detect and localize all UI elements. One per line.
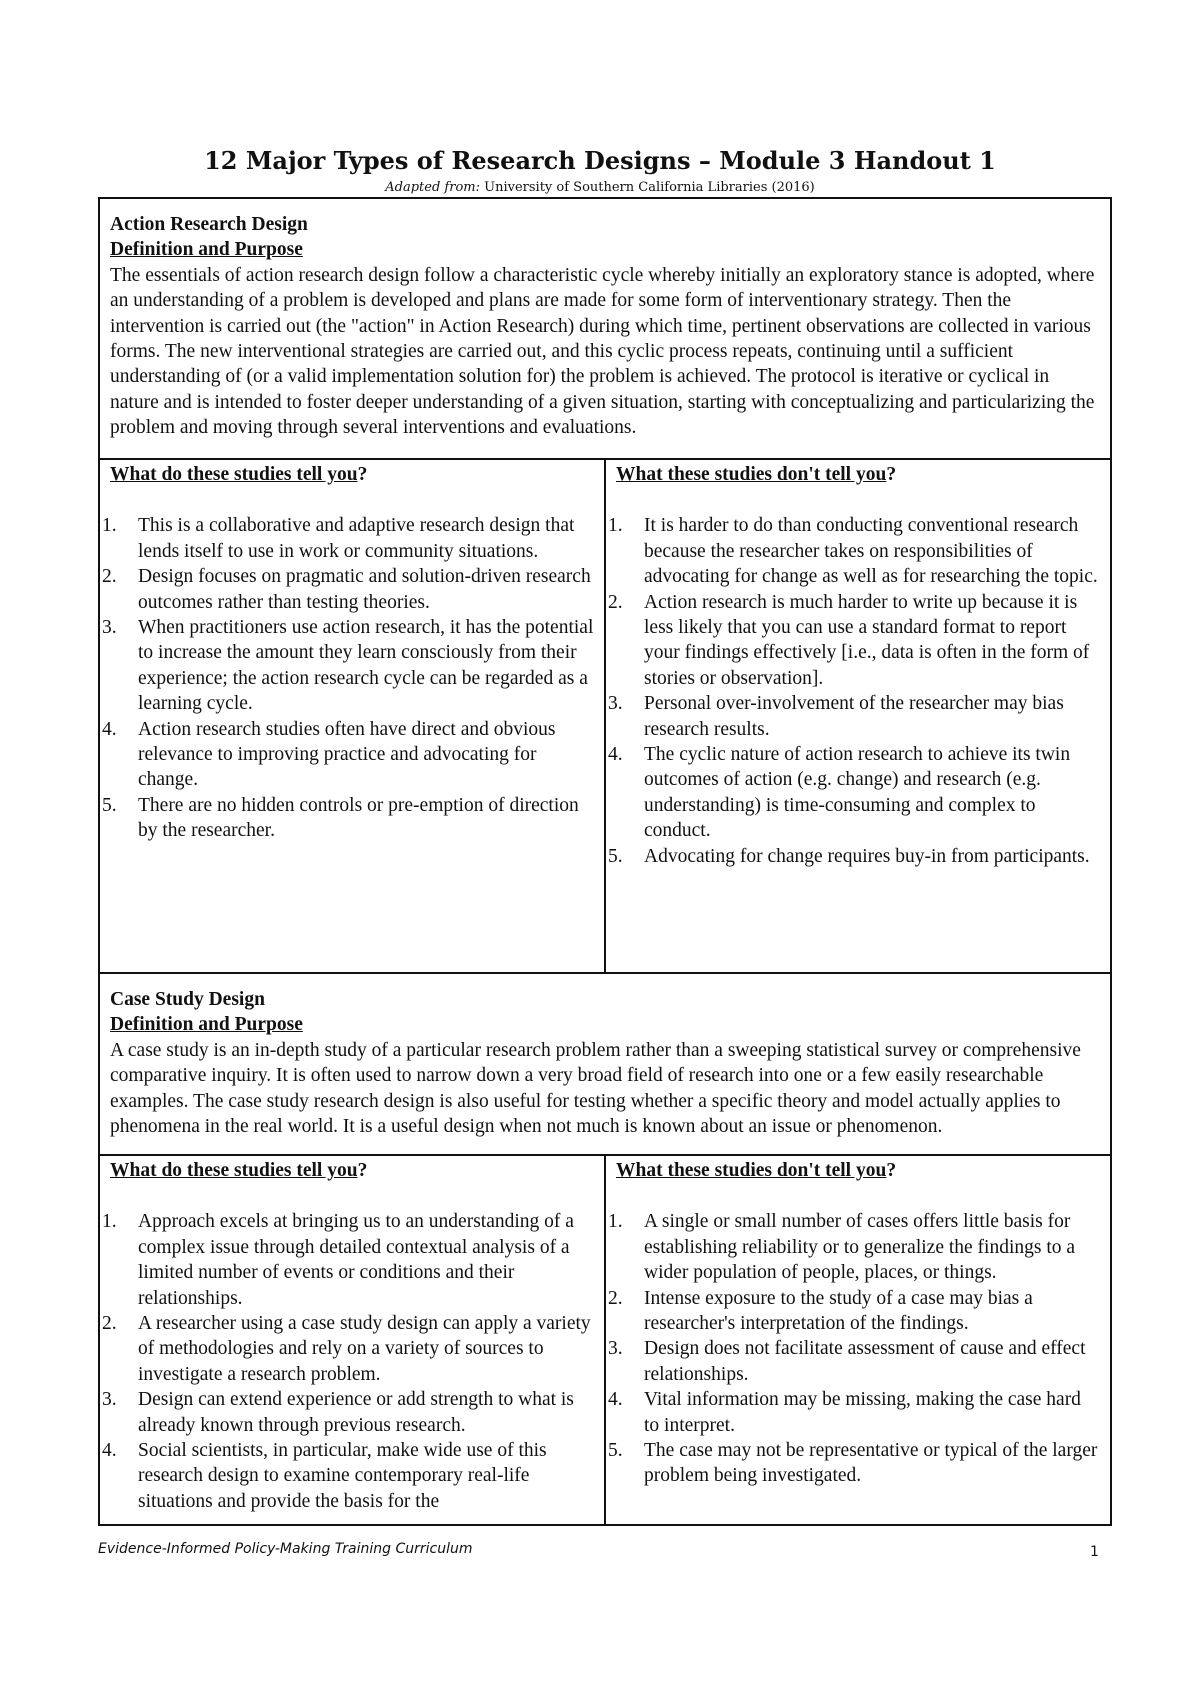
list-item: 2. Intense exposure to the study of a case may bias a researcher's interpretation of the findings. <box>608 1287 1033 1335</box>
limitations-cell <box>605 1155 1111 1525</box>
list-item: 3. When practitioners use action research, it has the potential to increase the amount they learn consciously from their experience; the action research cycle can be regarded as a learning cycle. <box>102 617 594 715</box>
section-title: Action Research Design <box>110 214 308 235</box>
limitations-heading: What these studies don't tell you? <box>616 464 897 485</box>
tells-list <box>102 513 594 843</box>
section-columns-row <box>99 459 1111 973</box>
section-definition-row <box>99 198 1111 459</box>
list-item: 5. The case may not be representative or typical of the larger problem being investigated. <box>608 1440 1098 1487</box>
list-item: 2. Action research is much harder to write up because it is less likely that you can use a standard format to report your findings effectively [i.e., data is often in the form of stories or observation]. <box>608 591 1090 689</box>
limitations-list <box>608 1209 1100 1488</box>
section-title: Case Study Design <box>110 989 265 1010</box>
list-item: 3. Personal over-involvement of the researcher may bias research results. <box>608 693 1064 740</box>
list-item: 2. Design focuses on pragmatic and solution-driven research outcomes rather than testing theories. <box>102 566 591 613</box>
list-item: 1. A single or small number of cases offers little basis for establishing reliability or to generalize the findings to a wider population of people, places, or things. <box>608 1211 1076 1284</box>
limitations-heading: What these studies don't tell you? <box>616 1160 897 1181</box>
list-item: 4. Action research studies often have direct and obvious relevance to improving practice and advocating for change. <box>102 718 556 791</box>
list-item: 3. Design does not facilitate assessment of cause and effect relationships. <box>608 1338 1086 1385</box>
limitations-cell <box>605 459 1111 973</box>
footer-curriculum: Evidence-Informed Policy-Making Training Curriculum <box>98 1541 473 1557</box>
section-columns-row <box>99 1155 1111 1525</box>
page-number: 1 <box>1090 1544 1099 1560</box>
section-definition: The essentials of action research design follow a characteristic cycle whereby initially an exploratory stance is adopted, where an understanding of a problem is developed and plans are made for some form of interventionary strategy. Then the intervention is carried out (the "action" in Action Research) during which time, pertinent observations are collected in various forms. The new interventional strategies are carried out, and this cyclic process repeats, continuing until a sufficient understanding of (or a valid implementation solution for) the problem is achieved. The protocol is iterative or cyclical in nature and is intended to foster deeper understanding of a given situation, starting with conceptualizing and particularizing the problem and moving through several interventions and evaluations. <box>110 264 1095 439</box>
list-item: 2. A researcher using a case study design can apply a variety of methodologies and rely on a variety of sources to investigate a research problem. <box>102 1313 591 1385</box>
adapted-source: University of Southern California Libraries (2016) <box>484 180 815 195</box>
list-item: 1. It is harder to do than conducting conventional research because the researcher takes on responsibilities of advocating for change as well as for researching the topic. <box>608 515 1098 588</box>
definition-cell <box>99 973 1111 1155</box>
list-item: 5. Advocating for change requires buy-in from participants. <box>608 845 1090 867</box>
document-title: 12 Major Types of Research Designs – Module 3 Handout 1 <box>204 146 996 175</box>
tells-heading: What do these studies tell you? <box>110 1160 368 1181</box>
list-item: 5. There are no hidden controls or pre-emption of direction by the researcher. <box>102 794 579 842</box>
adapted-label: Adapted from: <box>385 180 480 195</box>
tells-cell <box>99 1155 605 1525</box>
limitations-list <box>608 513 1100 869</box>
tells-cell <box>99 459 605 973</box>
list-item: 4. Social scientists, in particular, make wide use of this research design to examine contemporary real-life situations and provide the basis for the <box>102 1440 547 1512</box>
tells-heading: What do these studies tell you? <box>110 464 368 485</box>
section-subtitle: Definition and Purpose <box>110 239 303 261</box>
tells-list <box>102 1209 594 1514</box>
list-item: 3. Design can extend experience or add strength to what is already known through previous research. <box>102 1389 574 1436</box>
list-item: 4. Vital information may be missing, making the case hard to interpret. <box>608 1389 1081 1436</box>
section-definition-row <box>99 973 1111 1155</box>
definition-cell <box>99 198 1111 459</box>
section-subtitle: Definition and Purpose <box>110 1014 303 1036</box>
list-item: 1. Approach excels at bringing us to an understanding of a complex issue through detailed contextual analysis of a limited number of events or conditions and their relationships. <box>102 1211 574 1309</box>
designs-table <box>98 197 1112 1526</box>
document-source <box>0 180 1200 196</box>
list-item: 1. This is a collaborative and adaptive research design that lends itself to use in work or community situations. <box>102 515 575 562</box>
section-definition: A case study is an in-depth study of a particular research problem rather than a sweeping statistical survey or comprehensive comparative inquiry. It is often used to narrow down a very broad field of research into one or a few easily researchable examples. The case study research design is also useful for testing whether a specific theory and model actually applies to phenomena in the real world. It is a useful design when not much is known about an issue or phenomenon. <box>110 1039 1081 1138</box>
list-item: 4. The cyclic nature of action research to achieve its twin outcomes of action (e.g. change) and research (e.g. understanding) is time-consuming and complex to conduct. <box>608 744 1071 842</box>
